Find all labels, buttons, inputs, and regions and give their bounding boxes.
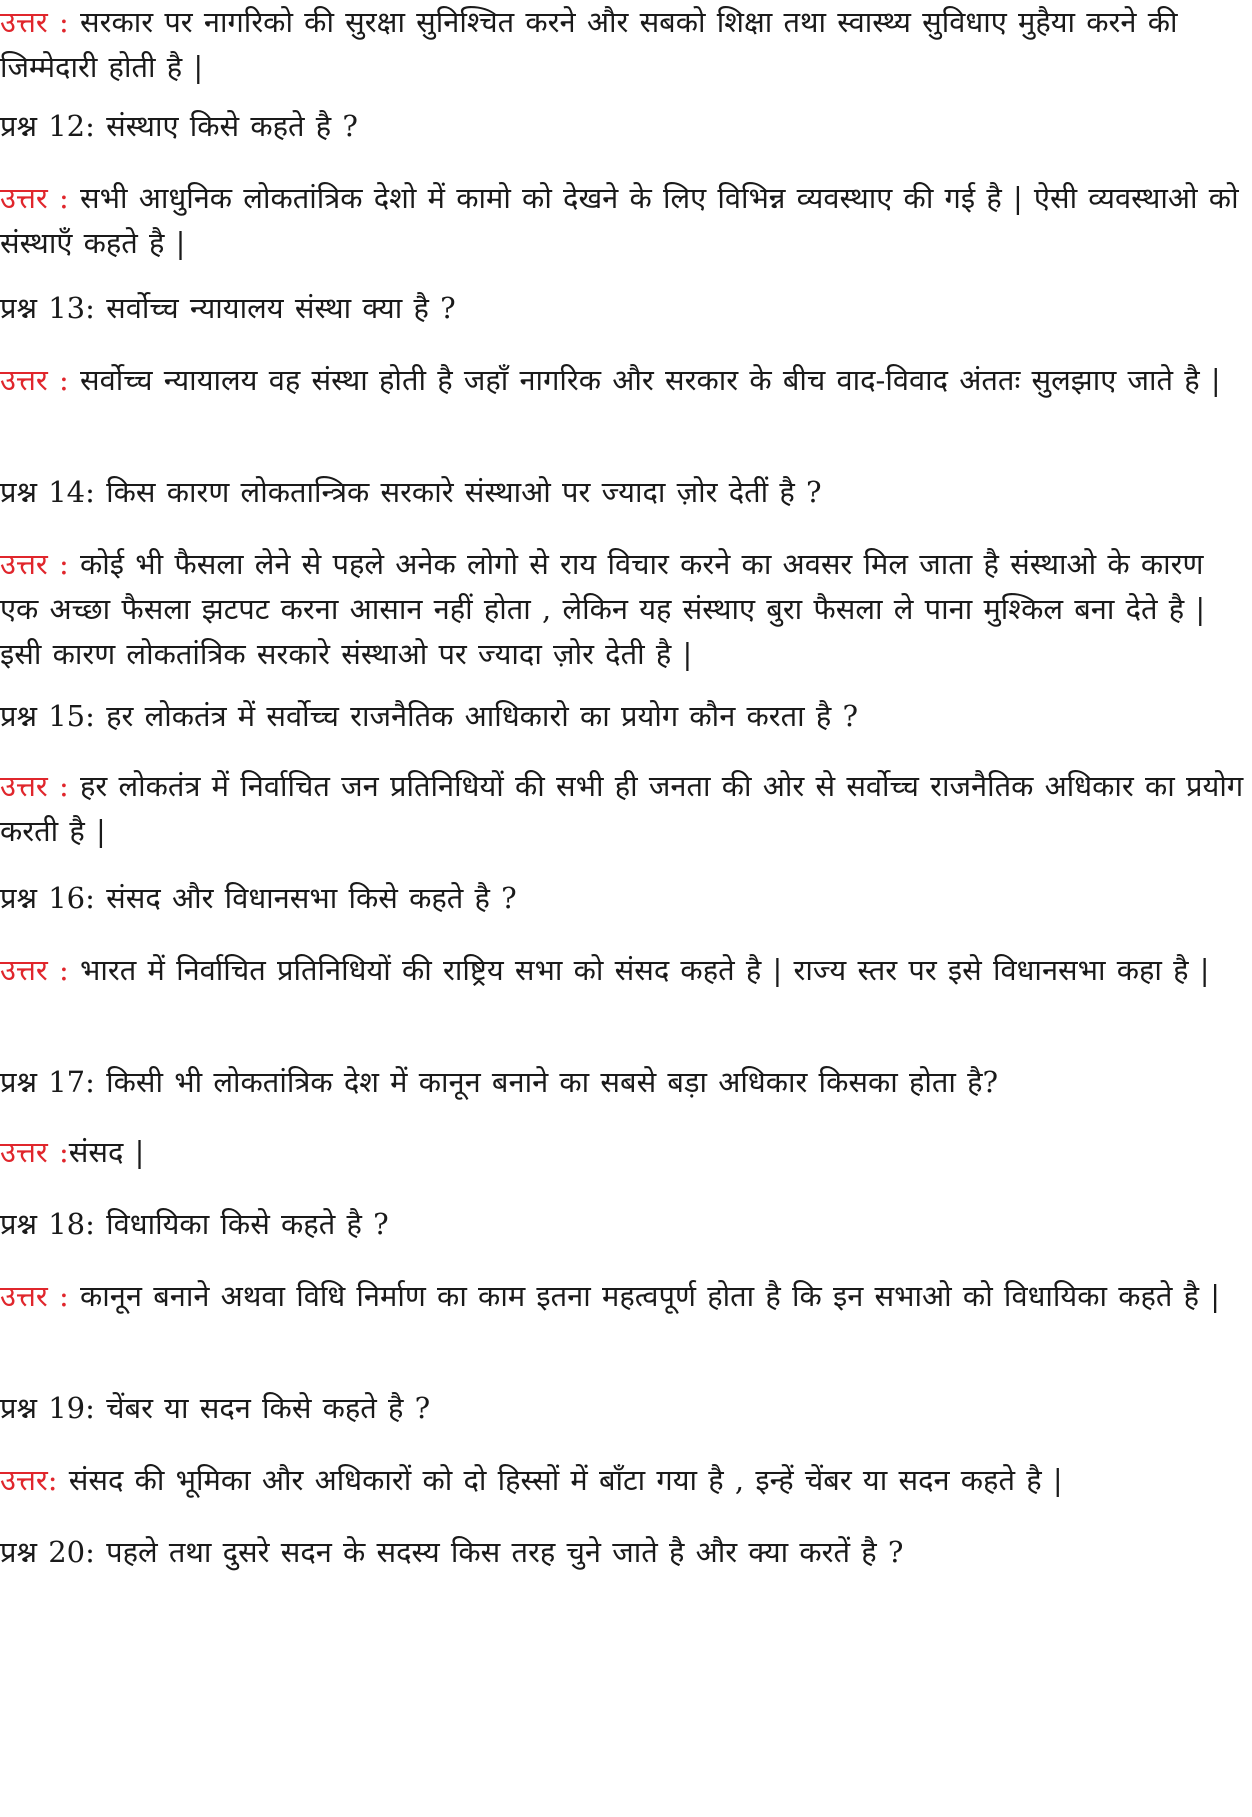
answer-label: उत्तर : xyxy=(0,547,69,581)
question-text: प्रश्न 17: किसी भी लोकतांत्रिक देश में कानून बनाने का सबसे बड़ा अधिकार किसका होता है? xyxy=(0,1065,999,1099)
question-text: प्रश्न 18: विधायिका किसे कहते है ? xyxy=(0,1207,389,1241)
answer-text: भारत में निर्वाचित प्रतिनिधियों की राष्ट्रिय सभा को संसद कहते है | राज्य स्तर पर इसे विधानसभा कहा है | xyxy=(68,953,1210,987)
answer-text: कोई भी फैसला लेने से पहले अनेक लोगो से राय विचार करने का अवसर मिल जाता है संस्थाओ के कारण एक अच्छा फैसला झटपट करना आसान नहीं होता , लेकिन यह संस्थाए बुरा फैसला ले पाना मुश्किल बना देते है | इसी कारण लोकतांत्रिक सरकारे संस्थाओ पर ज्यादा ज़ोर देती है | xyxy=(0,547,1206,671)
answer-paragraph xyxy=(0,1274,1248,1319)
question-text: प्रश्न 15: हर लोकतंत्र में सर्वोच्च राजनैतिक आधिकारो का प्रयोग कौन करता है ? xyxy=(0,699,859,733)
question-text: प्रश्न 16: संसद और विधानसभा किसे कहते है ? xyxy=(0,881,517,915)
answer-text: सरकार पर नागरिको की सुरक्षा सुनिश्चित करने और सबको शिक्षा तथा स्वास्थ्य सुविधाए मुहैया करने की जिम्मेदारी होती है | xyxy=(0,5,1178,84)
answer-label: उत्तर : xyxy=(0,953,69,987)
answer-text: संसद की भूमिका और अधिकारों को दो हिस्सों में बाँटा गया है , इन्हें चेंबर या सदन कहते है | xyxy=(57,1463,1063,1497)
question-paragraph xyxy=(0,104,1248,149)
answer-paragraph xyxy=(0,948,1248,993)
answer-text: कानून बनाने अथवा विधि निर्माण का काम इतना महत्वपूर्ण होता है कि इन सभाओ को विधायिका कहते है | xyxy=(68,1279,1221,1313)
answer-paragraph xyxy=(0,1130,1248,1175)
question-paragraph xyxy=(0,1386,1248,1431)
question-text: प्रश्न 19: चेंबर या सदन किसे कहते है ? xyxy=(0,1391,431,1425)
answer-label: उत्तर: xyxy=(0,1463,58,1497)
answer-text: हर लोकतंत्र में निर्वाचित जन प्रतिनिधियों की सभी ही जनता की ओर से सर्वोच्च राजनैतिक अधिकार का प्रयोग करती है | xyxy=(0,769,1244,848)
question-paragraph xyxy=(0,1202,1248,1247)
answer-paragraph xyxy=(0,358,1248,403)
answer-text: सभी आधुनिक लोकतांत्रिक देशो में कामो को देखने के लिए विभिन्न व्यवस्थाए की गई है | ऐसी व्यवस्थाओ को संस्थाएँ कहते है | xyxy=(0,181,1239,260)
answer-label: उत्तर : xyxy=(0,5,69,39)
question-paragraph xyxy=(0,1530,1248,1575)
question-paragraph xyxy=(0,694,1248,739)
question-paragraph xyxy=(0,1060,1248,1105)
answer-paragraph xyxy=(0,0,1248,90)
answer-label: उत्तर : xyxy=(0,769,69,803)
answer-paragraph xyxy=(0,764,1248,854)
question-paragraph xyxy=(0,876,1248,921)
answer-paragraph xyxy=(0,1458,1248,1503)
question-paragraph xyxy=(0,470,1248,515)
answer-paragraph xyxy=(0,176,1248,266)
answer-paragraph xyxy=(0,542,1248,677)
answer-label: उत्तर : xyxy=(0,1135,69,1169)
answer-label: उत्तर : xyxy=(0,363,69,397)
answer-text: संसद | xyxy=(68,1135,145,1169)
question-text: प्रश्न 14: किस कारण लोकतान्त्रिक सरकारे संस्थाओ पर ज्यादा ज़ोर देतीं है ? xyxy=(0,475,822,509)
question-text: प्रश्न 20: पहले तथा दुसरे सदन के सदस्य किस तरह चुने जाते है और क्या करतें है ? xyxy=(0,1535,904,1569)
question-text: प्रश्न 13: सर्वोच्च न्यायालय संस्था क्या है ? xyxy=(0,291,456,325)
question-text: प्रश्न 12: संस्थाए किसे कहते है ? xyxy=(0,109,358,143)
question-paragraph xyxy=(0,286,1248,331)
answer-label: उत्तर : xyxy=(0,181,69,215)
answer-label: उत्तर : xyxy=(0,1279,69,1313)
answer-text: सर्वोच्च न्यायालय वह संस्था होती है जहाँ नागरिक और सरकार के बीच वाद-विवाद अंततः सुलझाए जाते है | xyxy=(68,363,1221,397)
